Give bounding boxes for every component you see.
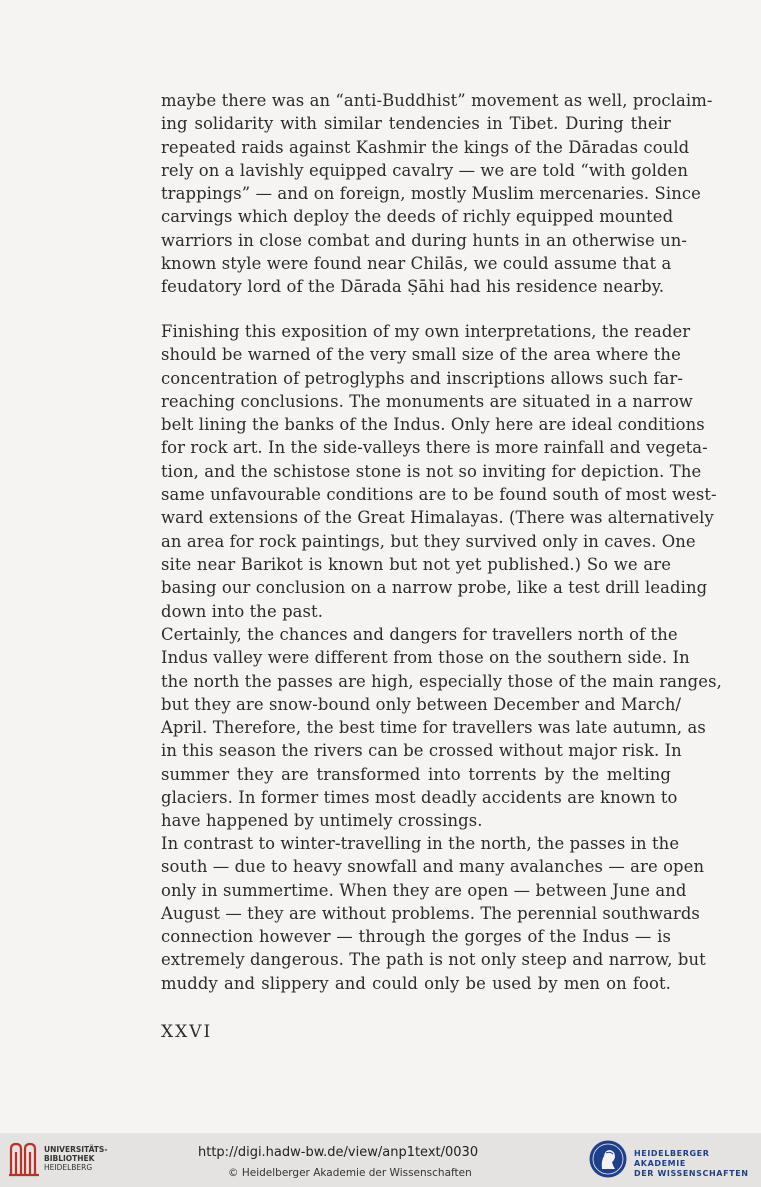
text-line: ing solidarity with similar tendencies in Tibet. During their (161, 114, 671, 134)
academy-name-line-2: DER WISSENSCHAFTEN (634, 1169, 749, 1178)
text-line: the north the passes are high, especially those of the main ranges, (161, 671, 722, 691)
paragraph-3 (161, 623, 722, 833)
text-line: reaching conclusions. The monuments are situated in a narrow (161, 391, 693, 411)
library-city: HEIDELBERG (44, 1163, 93, 1172)
text-line: an area for rock paintings, but they survived only in caves. One (161, 531, 696, 551)
text-line: summer they are transformed into torrents by the melting (161, 764, 671, 784)
text-line: glaciers. In former times most deadly accidents are known to (161, 788, 678, 808)
text-line: tion, and the schistose stone is not so inviting for depiction. The (161, 461, 702, 481)
text-line: down into the past. (161, 601, 324, 621)
academy-name (634, 1149, 761, 1179)
text-line: Finishing this exposition of my own interpretations, the reader (161, 322, 691, 341)
text-line: south — due to heavy snowfall and many avalanches — are open (161, 857, 705, 877)
text-line: for rock art. In the side-valleys there is more rainfall and vegeta- (161, 438, 708, 458)
university-library-logo-icon[interactable] (8, 1141, 40, 1177)
text-line: In contrast to winter-travelling in the north, the passes in the (161, 834, 680, 853)
text-line: only in summertime. When they are open — between June and (161, 880, 687, 900)
paragraph-2 (161, 320, 717, 623)
paragraph-4 (161, 832, 706, 995)
text-line: muddy and slippery and could only be used by men on foot. (161, 973, 671, 993)
text-line: basing our conclusion on a narrow probe, like a test drill leading (161, 578, 708, 598)
text-line: ward extensions of the Great Himalayas. (There was alternatively (161, 508, 714, 528)
text-line: carvings which deploy the deeds of richly equipped mounted (161, 207, 674, 227)
text-line: Indus valley were different from those on the southern side. In (161, 648, 690, 668)
text-line: connection however — through the gorges of the Indus — is (161, 927, 671, 947)
permalink-url[interactable]: http://digi.hadw-bw.de/view/anp1text/0030 (198, 1145, 479, 1160)
text-line: maybe there was an “anti-Buddhist” movement as well, proclaim- (161, 91, 713, 110)
text-line: warriors in close combat and during hunts in an otherwise un- (161, 230, 688, 250)
library-name-line-1: UNIVERSITÄTS- (44, 1145, 108, 1154)
text-line: trappings” — and on foreign, mostly Muslim mercenaries. Since (161, 184, 701, 204)
text-line: repeated raids against Kashmir the kings of the Dāradas could (161, 137, 690, 157)
text-line: April. Therefore, the best time for travellers was late autumn, as (161, 718, 706, 738)
copyright-notice: © Heidelberger Akademie der Wissenschaften (228, 1167, 472, 1179)
library-name-line-2: BIBLIOTHEK (44, 1154, 95, 1163)
text-line: same unfavourable conditions are to be found south of most west- (161, 485, 717, 505)
text-line: should be warned of the very small size of the area where the (161, 345, 681, 365)
academy-seal-icon[interactable] (588, 1139, 628, 1179)
text-line: Certainly, the chances and dangers for travellers north of the (161, 625, 678, 644)
text-line: extremely dangerous. The path is not only steep and narrow, but (161, 950, 706, 970)
text-line: have happened by untimely crossings. (161, 811, 483, 831)
text-line: but they are snow-bound only between December and March/ (161, 694, 682, 714)
text-line: known style were found near Chilās, we could assume that a (161, 254, 672, 274)
text-line: site near Barikot is known but not yet published.) So we are (161, 554, 671, 574)
text-line: concentration of petroglyphs and inscriptions allows such far- (161, 368, 683, 388)
academy-name-line-1: HEIDELBERGER AKADEMIE (634, 1149, 710, 1168)
viewer-footer (0, 1133, 761, 1187)
paragraph-1 (161, 89, 713, 299)
text-line: in this season the rivers can be crossed without major risk. In (161, 741, 682, 761)
university-library-name (44, 1145, 107, 1172)
page-number: XXVI (161, 1022, 213, 1042)
text-line: rely on a lavishly equipped cavalry — we are told “with golden (161, 160, 688, 180)
text-line: August — they are without problems. The perennial southwards (161, 903, 700, 923)
text-line: belt lining the banks of the Indus. Only here are ideal conditions (161, 415, 705, 435)
text-line: feudatory lord of the Dārada Ṣāhi had his residence nearby. (161, 277, 665, 297)
